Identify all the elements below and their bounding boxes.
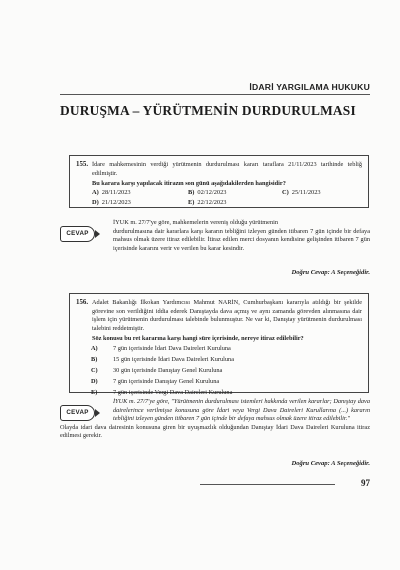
question-stem: Adalet Bakanlığı İlkokan Yardımcısı Mahmut NARİN, Cumhurbaşkanı kararıyla atıldığı bir şekilde görevine son verildiğini iddia ederek Danıştayda dava açmış ve aynı zamanda görevden alınmasına dair işlem için yürütmenin durdurulması talebinde bulunmuştur. Ne var ki, Danıştay yürütmenin durdurulması talebini reddetmiştir. [92, 299, 362, 332]
option-b: B) 15 gün içerisinde İdari Dava Daireleri Kuruluna [91, 356, 234, 363]
footer-rule [200, 484, 335, 485]
question-number: 155. [76, 161, 89, 168]
answer-explanation [60, 219, 370, 253]
answer-badge: CEVAP [60, 226, 95, 242]
question-prompt: Söz konusu bu ret kararına karşı hangi süre içerisinde, nereye itiraz edilebilir? [92, 335, 304, 343]
answer-body: Olayda idari dava dairesinin konusuna giren bir uyuşmazlık olduğundan Danıştay İdari Dava Daireleri Kuruluna itiraz edilmesi gerekir. [60, 423, 370, 440]
question-155-box [69, 155, 369, 208]
option-c: C) 30 gün içerisinde Danıştay Genel Kuruluna [91, 367, 223, 374]
header-rule [60, 94, 370, 95]
section-title: DURUŞMA – YÜRÜTMENİN DURDURULMASI [60, 103, 356, 118]
options-list [91, 343, 363, 398]
option-a: A) 7 gün içerisinde İdari Dava Daireleri Kuruluna [91, 345, 231, 352]
option-e: E) 7 gün içerisinde Vergi Dava Daireleri Kuruluna [91, 389, 233, 396]
option-b: B) 02/12/2023 [188, 189, 227, 196]
question-number: 156. [76, 299, 89, 306]
answer-quote: İYUK m. 27/7'ye göre, "Yürütmenin durdurulması istemleri hakkında verilen kararlar; Danıştay dava dairelerince verilmişse konusuna göre İdari veya Vergi Dava Daireleri Kurullarına (...) kararın tebliğini izleyen günden itibaren 7 gün içinde bir defaya mahsus olmak üzere itiraz edilebilir." [113, 398, 370, 423]
correct-answer: Doğru Cevap: A Seçeneğidir. [291, 460, 370, 467]
correct-answer: Doğru Cevap: A Seçeneğidir. [291, 269, 370, 276]
option-c: C) 25/11/2023 [282, 189, 321, 196]
answer-first-line: İYUK m. 27/7'ye göre, mahkemelerin vereniş olduğu yürütmenin [113, 219, 278, 226]
option-d: D) 7 gün içerisinde Danıştay Genel Kuruluna [91, 378, 220, 385]
answer-explanation [60, 398, 370, 441]
answer-badge: CEVAP [60, 405, 95, 421]
options-grid [92, 156, 362, 207]
option-a: A) 28/11/2023 [92, 189, 131, 196]
answer-body: durdurulmasına dair kararlara karşı kararın tebliğini izleyen günden itibaren 7 gün içinde bir defaya mahsus olmak üzere itiraz edilebilir. İtiraz edilen merci dosyanın kendisine gelişinden itibaren 7 gün içerisinde kararını verir ve verilen bu karar kesindir. [113, 227, 370, 252]
running-header: İDARİ YARGILAMA HUKUKU [249, 82, 370, 92]
question-text [92, 299, 362, 344]
page-number: 97 [361, 478, 370, 488]
option-e: E) 22/12/2023 [188, 199, 227, 206]
question-prompt: Bu karara karşı yapılacak itirazın son günü aşağıdakilerden hangisidir? [92, 180, 286, 188]
question-stem: İdare mahkemesinin verdiği yürütmenin durdurulması kararı taraflara 21/11/2023 tarihinde tebliğ edilmiştir. [92, 161, 362, 177]
option-d: D) 21/12/2023 [92, 199, 131, 206]
